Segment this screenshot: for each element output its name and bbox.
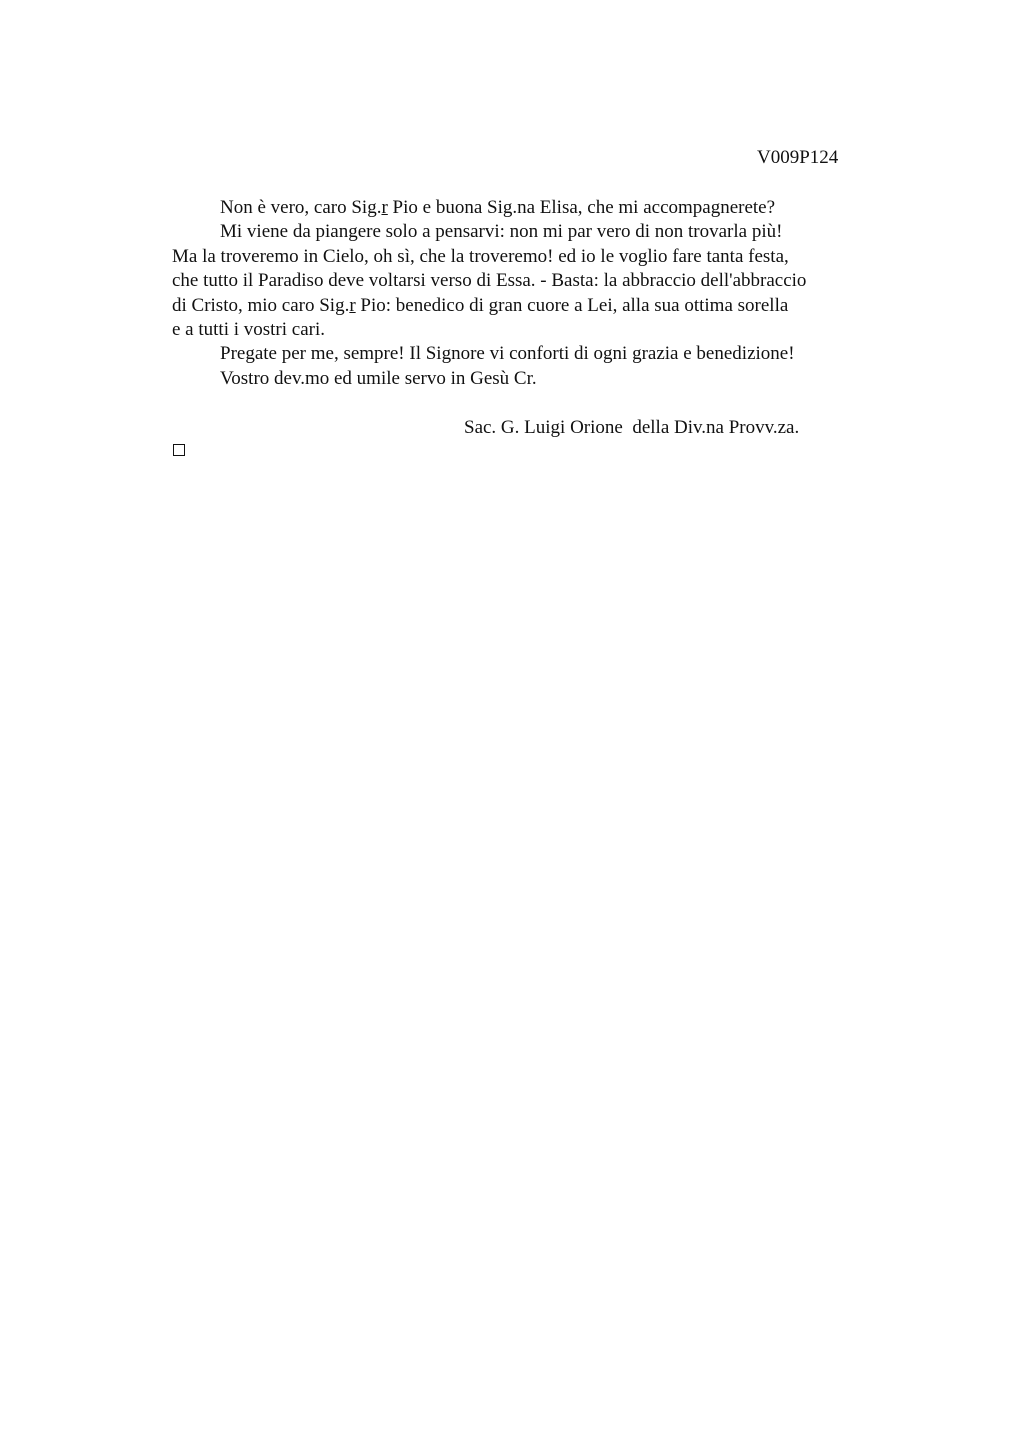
checkbox-square-icon: [173, 444, 185, 456]
document-reference: V009P124: [757, 147, 839, 168]
letter-line: Pregate per me, sempre! Il Signore vi conforti di ogni grazia e benedizione!: [220, 343, 795, 365]
letter-line: [172, 196, 872, 220]
letter-line: e a tutti i vostri cari.: [172, 318, 326, 340]
letter-line: Mi viene da piangere solo a pensarvi: non mi par vero di non trovarla più!: [220, 221, 783, 243]
underlined-abbrev: r: [349, 294, 356, 316]
letter-line: Vostro dev.mo ed umile servo in Gesù Cr.: [220, 367, 537, 389]
line-text: di Cristo, mio caro Sig.: [172, 294, 350, 316]
letter-line: [172, 294, 872, 318]
letter-line: Ma la troveremo in Cielo, oh sì, che la troveremo! ed io le voglio fare tanta festa,: [172, 245, 789, 267]
signature: Sac. G. Luigi Orione della Div.na Provv.za.: [464, 417, 800, 438]
letter-body: [172, 196, 872, 391]
line-text: Pio e buona Sig.na Elisa, che mi accompagnerete?: [387, 197, 776, 218]
letter-line: che tutto il Paradiso deve voltarsi verso di Essa. - Basta: la abbraccio dell'abbraccio: [172, 270, 807, 292]
underlined-abbrev: r: [381, 197, 388, 218]
line-text: Pio: benedico di gran cuore a Lei, alla sua ottima sorella: [355, 294, 789, 316]
line-text: Non è vero, caro Sig.: [220, 197, 382, 218]
